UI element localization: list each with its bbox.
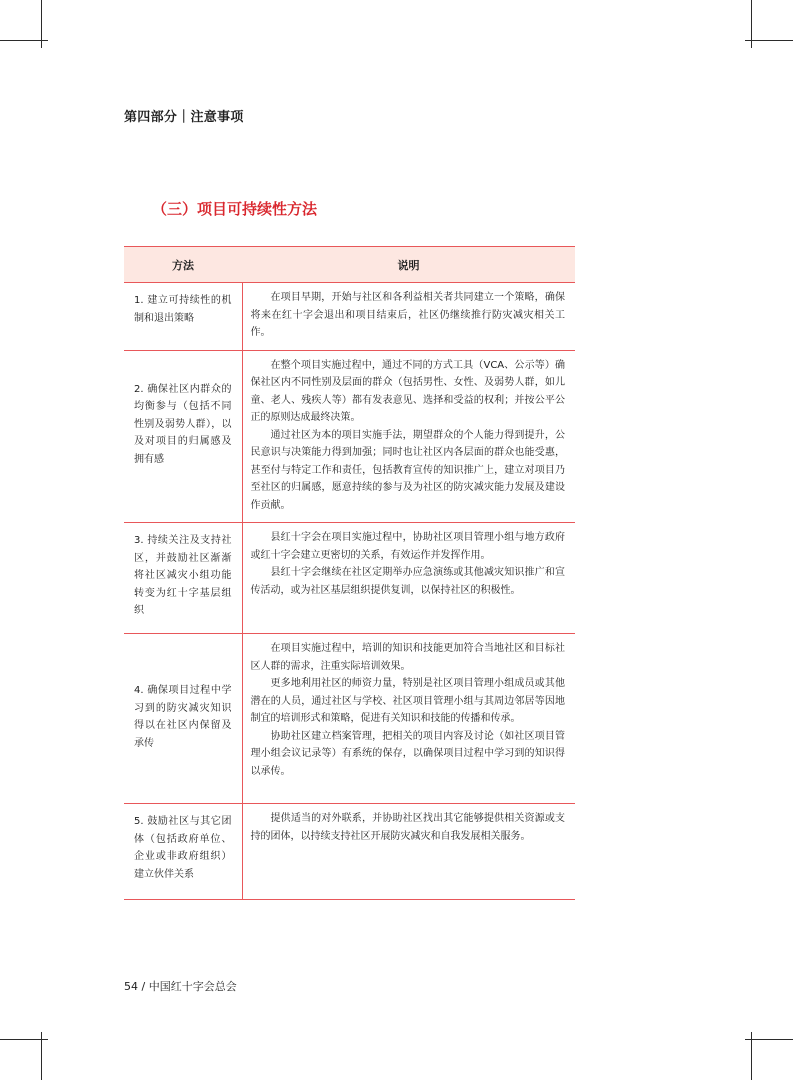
description-paragraph: 县红十字会在项目实施过程中，协助社区项目管理小组与地方政府或红十字会建立更密切的关系，有效运作并发挥作用。 (250, 532, 565, 561)
method-cell (124, 523, 242, 634)
description-paragraph: 在整个项目实施过程中，通过不同的方式工具（VCA、公示等）确保社区内不同性别及层面的群众（包括男性、女性、及弱势人群，如儿童、老人、残疾人等）都有发表意见、选择和受益的权利；并按公平公正的原则达成最终决策。 (250, 359, 565, 423)
description-paragraph: 在项目实施过程中，培训的知识和技能更加符合当地社区和目标社区人群的需求，注重实际培训效果。 (250, 643, 565, 672)
method-label: 4. 确保项目过程中学习到的防灾减灾知识得以在社区内保留及承传 (134, 685, 232, 749)
method-label: 5. 鼓励社区与其它团体（包括政府单位、企业或非政府组织）建立伙伴关系 (134, 816, 232, 880)
description-cell (242, 804, 575, 900)
header-method: 方法 (124, 247, 242, 283)
description-paragraph: 协助社区建立档案管理，把相关的项目内容及讨论（如社区项目管理小组会议记录等）有系统的保存，以确保项目过程中学习到的知识得以承传。 (250, 730, 565, 777)
description-paragraph: 在项目早期，开始与社区和各利益相关者共同建立一个策略，确保将来在红十字会退出和项目结束后，社区仍继续推行防灾减灾相关工作。 (250, 292, 565, 338)
header-description: 说明 (242, 247, 575, 283)
methods-table (124, 246, 575, 900)
table-row (124, 804, 575, 900)
crop-mark (0, 1039, 48, 1040)
method-cell (124, 804, 242, 900)
description-paragraph: 提供适当的对外联系，并协助社区找出其它能够提供相关资源或支持的团体，以持续支持社区开展防灾减灾和自我发展相关服务。 (250, 813, 565, 842)
method-cell (124, 283, 242, 351)
description-cell (242, 350, 575, 523)
table-header-row (124, 247, 575, 283)
table-row (124, 350, 575, 523)
method-cell (124, 634, 242, 804)
description-cell (242, 283, 575, 351)
crop-mark (745, 40, 793, 41)
crop-mark (745, 1039, 793, 1040)
description-paragraph: 通过社区为本的项目实施手法，期望群众的个人能力得到提升，公民意识与决策能力得到加强；同时也让社区内各层面的群众也能受惠，甚至付与特定工作和责任，包括教育宣传的知识推广上，建立对项目乃至社区的归属感，愿意持续的参与及为社区的防灾减灾能力发展及建设作贡献。 (250, 429, 565, 511)
description-paragraph: 更多地利用社区的师资力量，特别是社区项目管理小组成员或其他潜在的人员，通过社区与学校、社区项目管理小组与其周边邻居等因地制宜的培训形式和策略，促进有关知识和技能的传播和传承。 (250, 678, 565, 724)
method-label: 1. 建立可持续性的机制和退出策略 (134, 295, 232, 324)
table-row (124, 283, 575, 351)
crop-mark (0, 40, 48, 41)
section-header: 第四部分｜注意事项 (124, 110, 244, 125)
page-footer: 54 / 中国红十字会总会 (124, 980, 237, 993)
method-cell (124, 350, 242, 523)
description-cell (242, 634, 575, 804)
description-cell (242, 523, 575, 634)
description-paragraph: 县红十字会继续在社区定期举办应急演练或其他减灾知识推广和宣传活动，或为社区基层组织提供复训，以保持社区的积极性。 (250, 567, 565, 596)
method-label: 3. 持续关注及支持社区，并鼓励社区渐渐将社区减灾小组功能转变为红十字基层组织 (134, 535, 232, 616)
subsection-title: （三）项目可持续性方法 (152, 200, 318, 218)
table-row (124, 634, 575, 804)
table-row (124, 523, 575, 634)
method-label: 2. 确保社区内群众的均衡参与（包括不同性别及弱势人群），以及对项目的归属感及拥有感 (134, 383, 232, 465)
